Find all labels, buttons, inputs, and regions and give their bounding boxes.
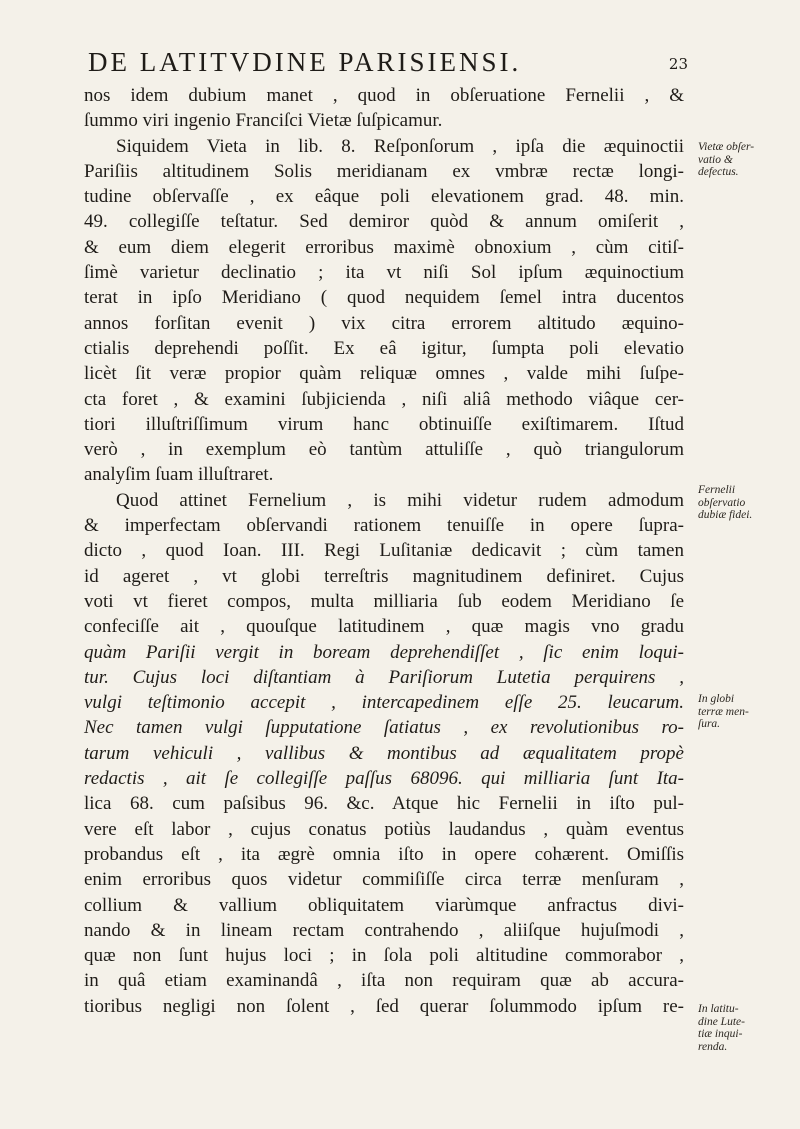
text-line: analyſim ſuam illuſtraret. (84, 464, 274, 486)
text-line: collium & vallium obliquitatem viarùmque anfractus divi- (84, 894, 684, 916)
text-line: vulgi teſtimonio accepit , intercapedinem eſſe 25. leucarum. (84, 692, 684, 714)
running-header (88, 44, 688, 80)
text-line: ſimè varietur declinatio ; ita vt niſi Sol ipſum æquinoctium (84, 262, 684, 284)
text-line: quæ non ſunt hujus loci ; in ſola poli altitudine commorabor , (84, 945, 684, 967)
text-line: quàm Pariſii vergit in boream deprehendiſſet , ſic enim loqui- (84, 641, 684, 663)
text-line: redactis , ait ſe collegiſſe paſſus 68096. qui milliaria ſunt Ita- (84, 768, 684, 790)
text-line: lica 68. cum paſsibus 96. &c. Atque hic Fernelii in iſto pul- (84, 793, 684, 815)
text-line: tioribus negligi non ſolent , ſed querar ſolummodo ipſum re- (84, 995, 684, 1017)
text-line: vere eſt labor , cujus conatus potiùs laudandus , quàm eventus (84, 818, 684, 840)
text-line: & eum diem elegerit erroribus maximè obnoxium , cùm citiſ- (84, 236, 684, 258)
text-line: cta foret , & examini ſubjicienda , niſi aliâ methodo viâque cer- (84, 388, 684, 410)
text-line: confeciſſe ait , quouſque latitudinem , quæ magis vno gradu (84, 616, 684, 638)
text-line: nos idem dubium manet , quod in obſeruatione Fernelii , & (84, 85, 684, 106)
margin-note-latitude: In latitu- dine Lute- tiæ inqui- renda. (698, 1003, 745, 1053)
text-line: voti vt fieret compos, multa milliaria ſub eodem Meridiano ſe (84, 590, 684, 612)
text-line: ctialis deprehendi poſſit. Ex eâ igitur, ſumpta poli elevatio (84, 337, 684, 359)
text-line: nando & in lineam rectam contrahendo , aliiſque hujuſmodi , (84, 919, 684, 941)
text-line: probandus eſt , ita ægrè omnia iſto in opere cohærent. Omiſſis (84, 843, 684, 865)
text-line: Siquidem Vieta in lib. 8. Reſponſorum , ipſa die æquinoctii (116, 135, 684, 157)
text-line: 49. collegiſſe teſtatur. Sed demiror quòd & annum omiſerit , (84, 211, 684, 233)
text-line: ſummo viri ingenio Franciſci Vietæ ſuſpicamur. (84, 110, 443, 132)
margin-note-globe-measure: In globi terræ men- ſura. (698, 693, 749, 730)
text-line: verò , in exemplum eò tantùm attuliſſe , quò triangulorum (84, 439, 684, 461)
margin-note-vieta: Vietæ obſer- vatio & defectus. (698, 141, 755, 178)
text-line: tudine obſervaſſe , ex eâque poli elevationem grad. 48. min. (84, 186, 684, 208)
text-line: terat in ipſo Meridiano ( quod nequidem ſemel intra ducentos (84, 287, 684, 309)
main-text (84, 83, 684, 1019)
text-line: Pariſiis altitudinem Solis meridianam ex vmbræ rectæ longi- (84, 160, 684, 182)
text-line: in quâ etiam examinandâ , iſta non requiram quæ ab accura- (84, 970, 684, 992)
text-line: tiori illuſtriſſimum virum hanc obtinuiſſe exiſtimarem. Iſtud (84, 413, 684, 435)
running-title: DE LATITVDINE PARISIENSI. (88, 47, 522, 77)
text-line: tarum vehiculi , vallibus & montibus ad æqualitatem propè (84, 742, 684, 764)
text-line: id ageret , vt globi terreſtris magnitudinem definiret. Cujus (84, 565, 684, 587)
text-line: Quod attinet Fernelium , is mihi videtur rudem admodum (116, 489, 684, 511)
page-number: 23 (668, 55, 688, 73)
text-line: tur. Cujus loci diſtantiam à Pariſiorum Lutetia perquirens , (84, 666, 684, 688)
text-line: & imperfectam obſervandi rationem tenuiſſe in opere ſupra- (84, 515, 684, 537)
text-line: Nec tamen vulgi ſupputatione ſatiatus , ex revolutionibus ro- (84, 717, 684, 739)
margin-note-fernelius: Fernelii obſervatio dubiæ fidei. (698, 484, 753, 521)
text-line: enim erroribus quos videtur commiſiſſe circa terræ menſuram , (84, 869, 684, 891)
text-line: licèt ſit veræ propior quàm reliquæ omnes , valde mihi ſuſpe- (84, 363, 684, 385)
text-line: annos forſitan evenit ) vix citra errorem altitudo æquino- (84, 312, 684, 334)
text-line: dicto , quod Ioan. III. Regi Luſitaniæ dedicavit ; cùm tamen (84, 540, 684, 562)
